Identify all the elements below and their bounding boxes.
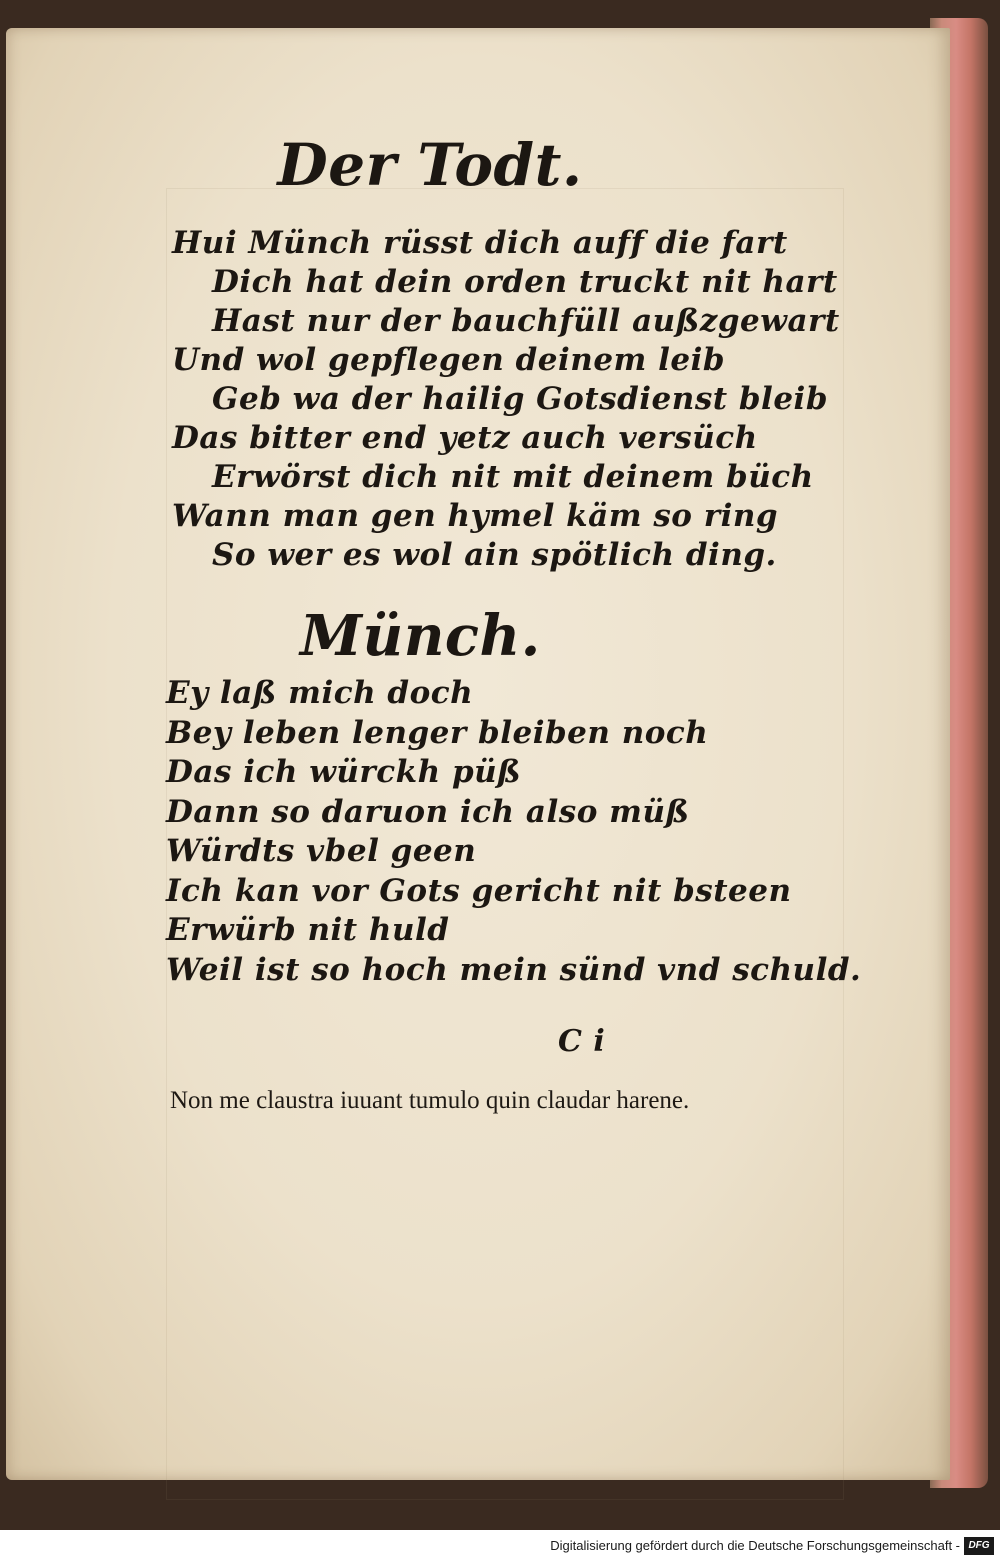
verse-line: Dich hat dein orden truckt nit hart	[212, 264, 838, 300]
verse-der-todt	[172, 224, 840, 575]
verse-line: Das bitter end yetz auch versüch	[172, 420, 758, 456]
verse-line: Würdts vbel geen	[166, 833, 477, 869]
verse-line: Hui Münch rüsst dich auff die fart	[172, 225, 788, 261]
verse-line: Wann man gen hymel käm so ring	[172, 498, 779, 534]
verse-line: Und wol gepflegen deinem leib	[172, 342, 726, 378]
verse-line: Weil ist so hoch mein sünd vnd schuld.	[166, 951, 862, 988]
verse-line: Bey leben lenger bleiben noch	[166, 714, 709, 751]
latin-motto: Non me claustra iuuant tumulo quin claudar harene.	[170, 1087, 690, 1114]
verse-line: Geb wa der hailig Gotsdienst bleib	[212, 381, 829, 417]
heading-muench: Münch.	[300, 603, 541, 669]
verse-line: Ey laß mich doch	[166, 675, 474, 711]
verse-line: Hast nur der bauchfüll außzgewart	[212, 303, 840, 339]
verse-line: Dann so daruon ich also müß	[166, 793, 690, 830]
verse-line: Erwürb nit huld	[166, 912, 450, 948]
verse-muench	[166, 674, 861, 990]
dfg-logo-icon: DFG	[964, 1537, 994, 1555]
signature-mark: C i	[558, 1024, 606, 1059]
footer-credit: Digitalisierung gefördert durch die Deutsche Forschungsgemeinschaft -	[550, 1538, 960, 1553]
verse-line: So wer es wol ain spötlich ding.	[212, 537, 777, 573]
verse-line: Erwörst dich nit mit deinem büch	[212, 459, 814, 495]
verse-line: Ich kan vor Gots gericht nit bsteen	[166, 872, 792, 909]
heading-der-todt: Der Todt.	[277, 131, 583, 199]
verse-line: Das ich würckh püß	[166, 754, 522, 790]
